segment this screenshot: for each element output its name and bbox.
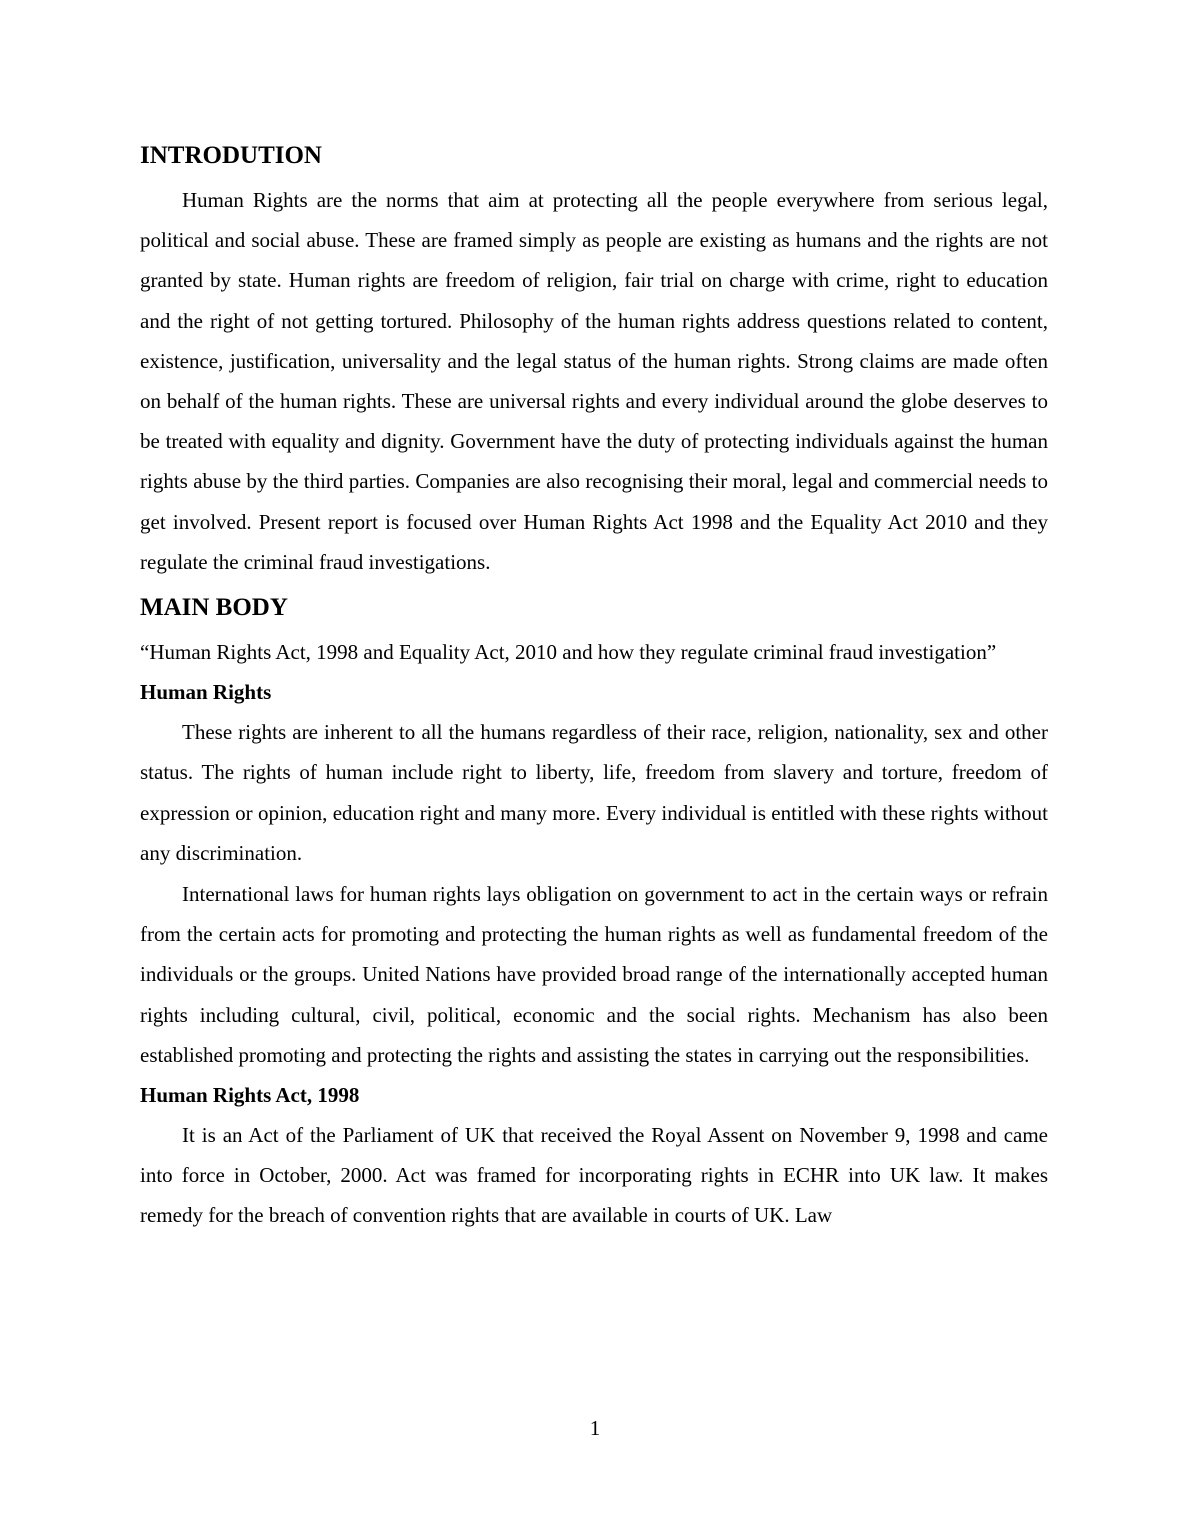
- main-body-heading: MAIN BODY: [140, 594, 288, 622]
- document-page: [140, 138, 1048, 1236]
- intro-heading: INTRODUTION: [140, 142, 322, 169]
- human-rights-heading: Human Rights: [140, 680, 272, 705]
- intro-paragraph: Human Rights are the norms that aim at protecting all the people everywhere from serious legal, political and social abuse. These are framed simply as people are existing as humans and the rights are not granted by state. Human rights are freedom of religion, fair trial on charge with crime, right to education and the right of not getting tortured. Philosophy of the human rights address questions related to content, existence, justification, universality and the legal status of the human rights. Strong claims are made often on behalf of the human rights. These are universal rights and every individual around the globe deserves to be treated with equality and dignity. Government have the duty of protecting individuals against the human rights abuse by the third parties. Companies are also recognising their moral, legal and commercial needs to get involved. Present report is focused over Human Rights Act 1998 and the Equality Act 2010 and they regulate the criminal fraud investigations.: [140, 188, 1048, 574]
- hra-heading: Human Rights Act, 1998: [140, 1083, 360, 1108]
- hra-paragraph: It is an Act of the Parliament of UK that received the Royal Assent on November 9, 1998 and came into force in October, 2000. Act was framed for incorporating rights in ECHR into UK law. It makes remedy for the breach of convention rights that are available in courts of UK. Law: [140, 1123, 1048, 1228]
- human-rights-paragraph-1: These rights are inherent to all the humans regardless of their race, religion, nationality, sex and other status. The rights of human include right to liberty, life, freedom from slavery and torture, freedom of expression or opinion, education right and many more. Every individual is entitled with these rights without any discrimination.: [140, 720, 1048, 865]
- page-number: 1: [589, 1416, 601, 1440]
- main-topic: “Human Rights Act, 1998 and Equality Act, 2010 and how they regulate criminal fraud investigation”: [140, 640, 997, 665]
- human-rights-paragraph-2: International laws for human rights lays obligation on government to act in the certain ways or refrain from the certain acts for promoting and protecting the human rights as well as fundamental freedom of the individuals or the groups. United Nations have provided broad range of the internationally accepted human rights including cultural, civil, political, economic and the social rights. Mechanism has also been established promoting and protecting the rights and assisting the states in carrying out the responsibilities.: [140, 882, 1048, 1067]
